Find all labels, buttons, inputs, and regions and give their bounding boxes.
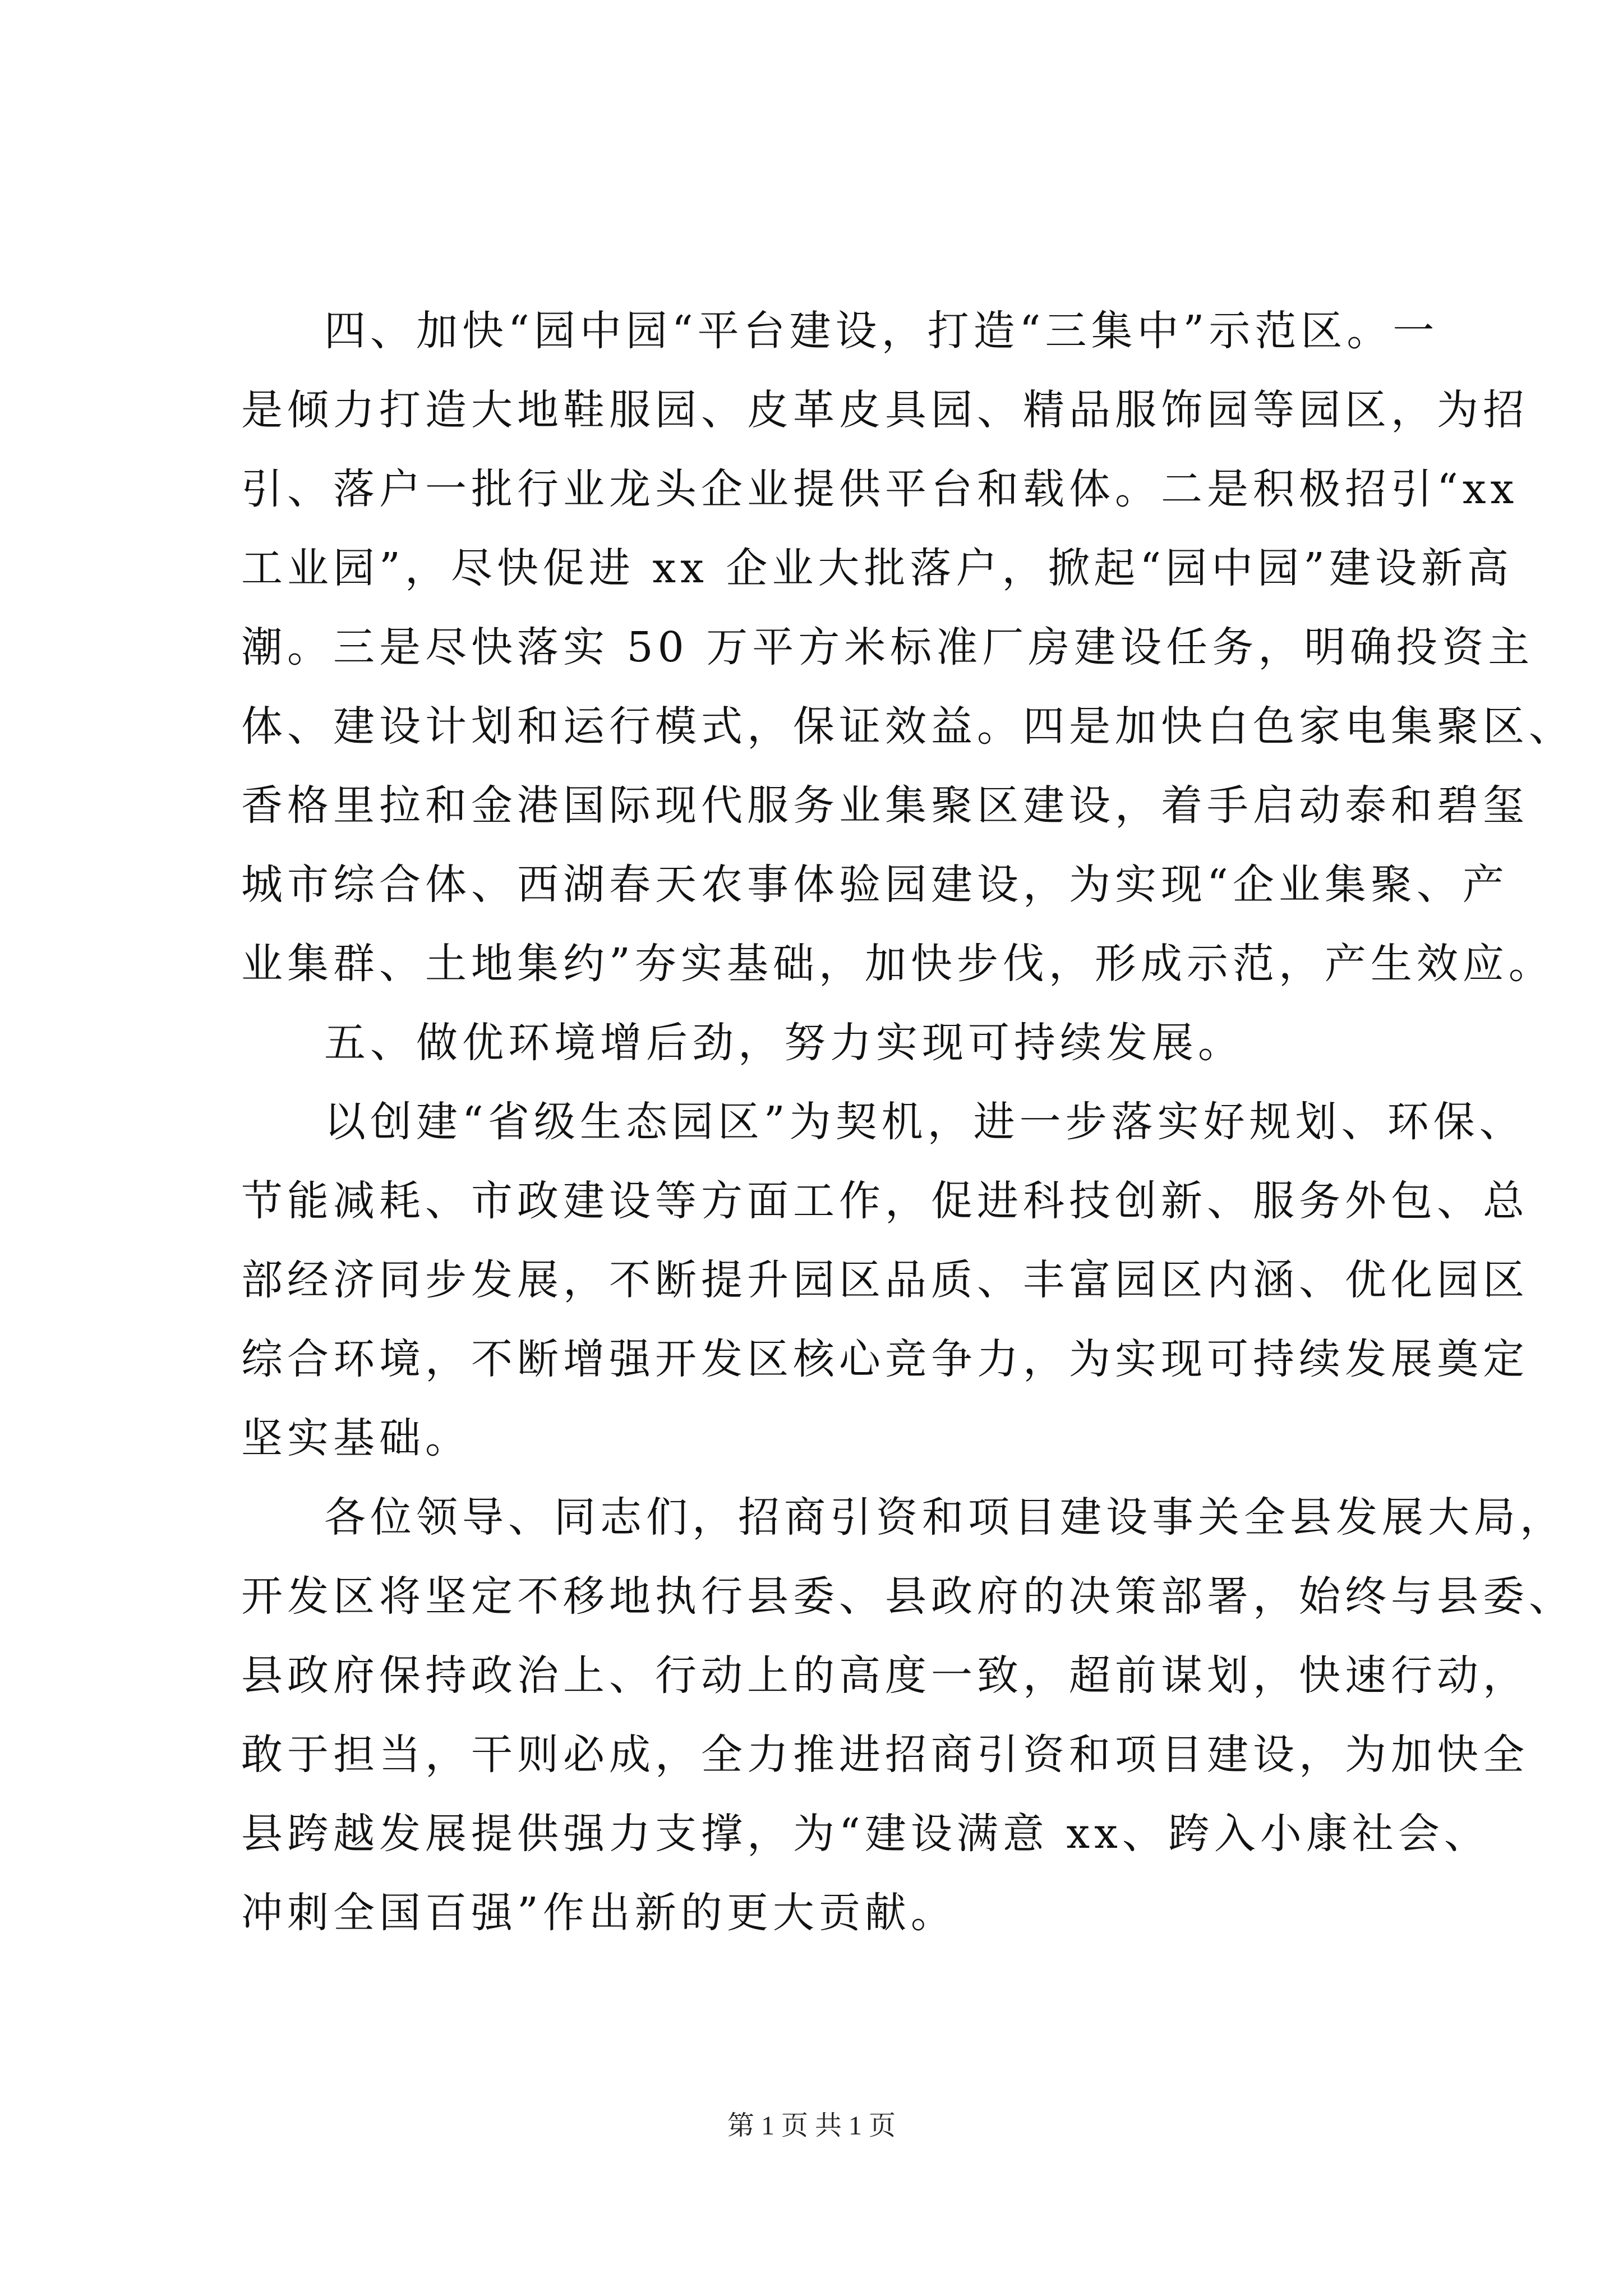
paragraph-line: 香格里拉和金港国际现代服务业集聚区建设，着手启动泰和碧玺	[241, 781, 1529, 830]
paragraph-line: 四、加快“园中园“平台建设，打造“三集中”示范区。一	[324, 307, 1439, 355]
paragraph-line: 县跨越发展提供强力支撑，为“建设满意 xx、跨入小康社会、	[241, 1810, 1490, 1858]
section-heading: 五、做优环境增后劲，努力实现可持续发展。	[324, 1019, 1244, 1067]
paragraph-line: 以创建“省级生态园区”为契机，进一步落实好规划、环保、	[324, 1098, 1525, 1146]
paragraph-line: 是倾力打造大地鞋服园、皮革皮具园、精品服饰园等园区，为招	[241, 386, 1529, 434]
paragraph-line: 坚实基础。	[241, 1414, 471, 1462]
paragraph-line: 引、落户一批行业龙头企业提供平台和载体。二是积极招引“xx	[241, 465, 1519, 513]
page-footer: 第 1 页 共 1 页	[727, 2111, 896, 2141]
paragraph-line: 业集群、土地集约”夯实基础，加快步伐，形成示范，产生效应。	[241, 940, 1555, 988]
paragraph-line: 开发区将坚定不移地执行县委、县政府的决策部署，始终与县委、	[241, 1572, 1575, 1621]
paragraph-line: 各位领导、同志们，招商引资和项目建设事关全县发展大局，	[324, 1493, 1566, 1542]
paragraph-line: 部经济同步发展，不断提升园区品质、丰富园区内涵、优化园区	[241, 1256, 1529, 1304]
paragraph-line: 敢于担当，干则必成，全力推进招商引资和项目建设，为加快全	[241, 1731, 1529, 1779]
paragraph-line: 体、建设计划和运行模式，保证效益。四是加快白色家电集聚区、	[241, 702, 1575, 751]
paragraph-line: 工业园”，尽快促进 xx 企业大批落户，掀起“园中园”建设新高	[241, 544, 1514, 592]
document-body	[241, 292, 1575, 1953]
paragraph-line: 冲刺全国百强”作出新的更大贡献。	[241, 1889, 957, 1937]
paragraph-line: 县政府保持政治上、行动上的高度一致，超前谋划，快速行动，	[241, 1651, 1529, 1700]
paragraph-line: 综合环境，不断增强开发区核心竞争力，为实现可持续发展奠定	[241, 1335, 1529, 1383]
paragraph-line: 城市综合体、西湖春天农事体验园建设，为实现“企业集聚、产	[241, 861, 1509, 909]
paragraph-line: 节能减耗、市政建设等方面工作，促进科技创新、服务外包、总	[241, 1177, 1529, 1225]
paragraph-line: 潮。三是尽快落实 50 万平方米标准厂房建设任务，明确投资主	[241, 623, 1534, 671]
